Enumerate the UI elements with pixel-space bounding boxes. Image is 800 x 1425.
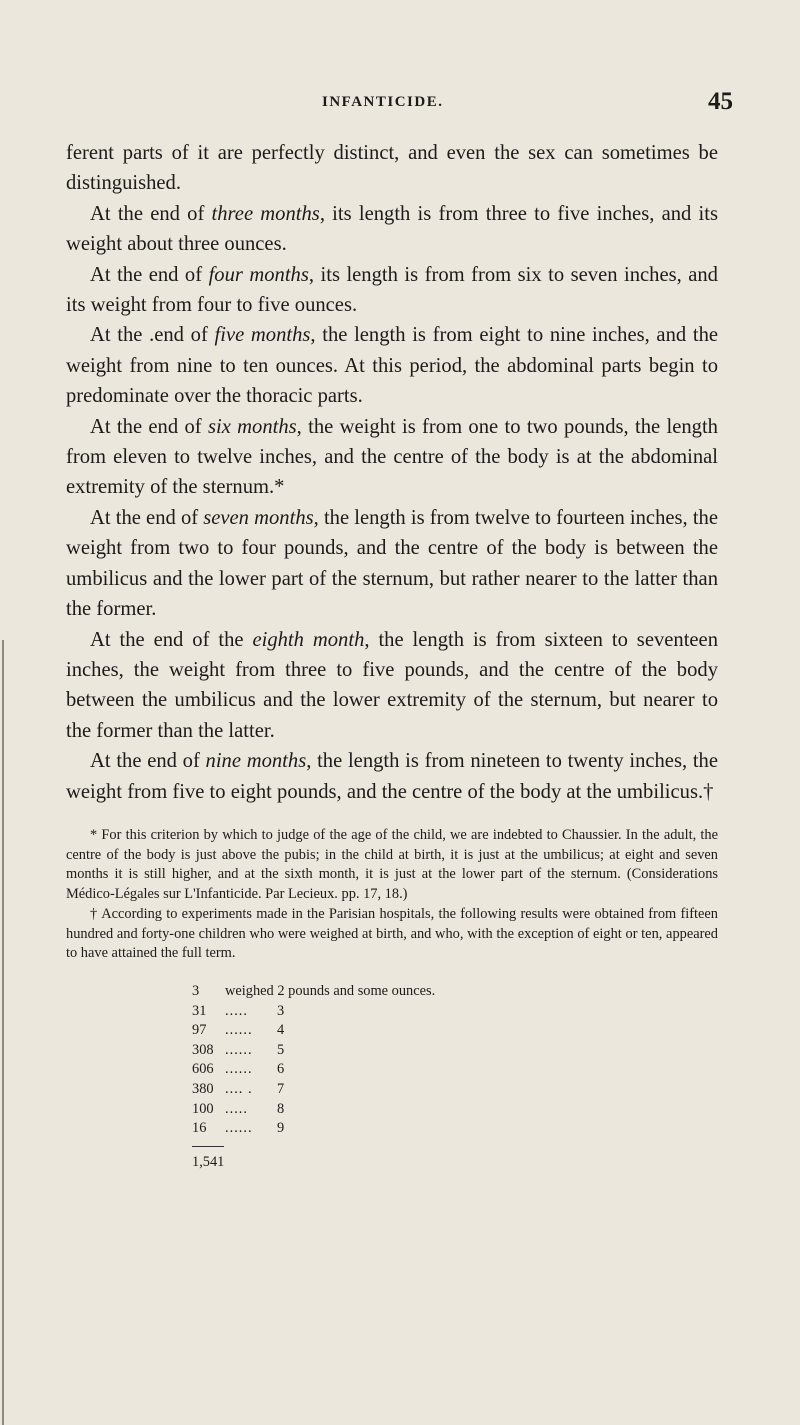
table-count: 606 bbox=[192, 1061, 214, 1078]
table-pounds: 6 bbox=[277, 1061, 285, 1078]
table-leader-dots: ...... bbox=[225, 1041, 253, 1058]
paragraph-four-months: At the end of four months, its length is from from six to seven inches, and its weight from four to five ounces. bbox=[66, 263, 718, 317]
paragraph-three-months: At the end of three months, its length is from three to five inches, and its weight about three ounces. bbox=[66, 202, 718, 256]
table-leader-dots: ..... bbox=[225, 1100, 248, 1117]
table-row bbox=[192, 1080, 435, 1100]
table-row bbox=[192, 1002, 435, 1022]
table-total: 1,541 bbox=[192, 1153, 225, 1170]
page-number: 45 bbox=[708, 88, 733, 115]
table-leader-dots: .... . bbox=[225, 1080, 253, 1097]
table-count: 3 bbox=[192, 983, 200, 999]
table-row-first bbox=[192, 982, 435, 1002]
table-count: 308 bbox=[192, 1041, 214, 1058]
table-leader-dots: ...... bbox=[225, 1061, 253, 1078]
table-leader-dots: ...... bbox=[225, 1120, 253, 1137]
running-head: INFANTICIDE. bbox=[322, 94, 444, 110]
table-row bbox=[192, 1119, 435, 1139]
table-leader-dots: ...... bbox=[225, 1022, 253, 1039]
table-pounds: 3 bbox=[277, 1002, 285, 1019]
page-edge-shadow bbox=[2, 640, 4, 1425]
table-count: 97 bbox=[192, 1022, 207, 1039]
paragraph-seven-months: At the end of seven months, the length is from twelve to fourteen inches, the weight from two to four pounds, and the centre of the body is between the umbilicus and the lower part of the sternum, but rather nearer to the latter than the former. bbox=[66, 506, 718, 621]
table-pounds: 5 bbox=[277, 1041, 285, 1058]
table-count: 380 bbox=[192, 1080, 214, 1097]
table-rows bbox=[192, 1002, 435, 1139]
table-pounds: 8 bbox=[277, 1100, 285, 1117]
footnote-dagger: † According to experiments made in the Parisian hospitals, the following results were obtained from fifteen hundred and forty-one children who were weighed at birth, and who, with the exception of eight or ten, appeared to have attained the full term. bbox=[66, 905, 718, 962]
paragraph-five-months: At the .end of five months, the length is from eight to nine inches, and the weight from nine to ten ounces. At this period, the abdominal parts begin to predominate over the thoracic parts. bbox=[66, 324, 719, 408]
footnotes bbox=[66, 826, 718, 964]
table-pounds: 9 bbox=[277, 1120, 285, 1137]
table-count: 31 bbox=[192, 1002, 207, 1019]
table-row bbox=[192, 1100, 435, 1120]
weight-table bbox=[192, 982, 435, 1172]
table-row bbox=[192, 1021, 435, 1041]
table-pounds: 4 bbox=[277, 1022, 285, 1039]
table-total-row bbox=[192, 1153, 435, 1173]
paragraph-nine-months: At the end of nine months, the length is from nineteen to twenty inches, the weight from five to eight pounds, and the centre of the body at the umbilicus.† bbox=[66, 750, 718, 803]
table-row-text: weighed 2 pounds and some ounces. bbox=[225, 983, 436, 999]
table-row bbox=[192, 1041, 435, 1061]
paragraph-eighth-month: At the end of the eighth month, the length is from sixteen to seventeen inches, the weight from three to five pounds, and the centre of the body between the umbilicus and the lower extremity of the sternum, but nearer to the former than the latter. bbox=[66, 628, 718, 742]
body-text bbox=[66, 138, 718, 807]
table-leader-dots: ..... bbox=[225, 1002, 248, 1019]
table-row bbox=[192, 1060, 435, 1080]
sum-rule bbox=[192, 1146, 224, 1147]
paragraph-continuation: ferent parts of it are perfectly distinct, and even the sex can sometimes be distinguished. bbox=[66, 142, 718, 195]
paragraph-six-months: At the end of six months, the weight is from one to two pounds, the length from eleven to twelve inches, and the centre of the body is at the abdominal extremity of the sternum.* bbox=[66, 415, 718, 499]
page-header bbox=[0, 90, 800, 120]
table-pounds: 7 bbox=[277, 1080, 285, 1097]
table-count: 100 bbox=[192, 1100, 214, 1117]
table-count: 16 bbox=[192, 1120, 207, 1137]
footnote-asterisk: * For this criterion by which to judge of the age of the child, we are indebted to Chaussier. In the adult, the centre of the body is just above the pubis; in the child at birth, it is just at the umbilicus; at eight and seven months it is still higher, and at the sixth month, it is just at the lower part of the sternum. (Considerations Médico-Légales sur L'Infanticide. Par Lecieux. pp. 17, 18.) bbox=[66, 827, 718, 903]
